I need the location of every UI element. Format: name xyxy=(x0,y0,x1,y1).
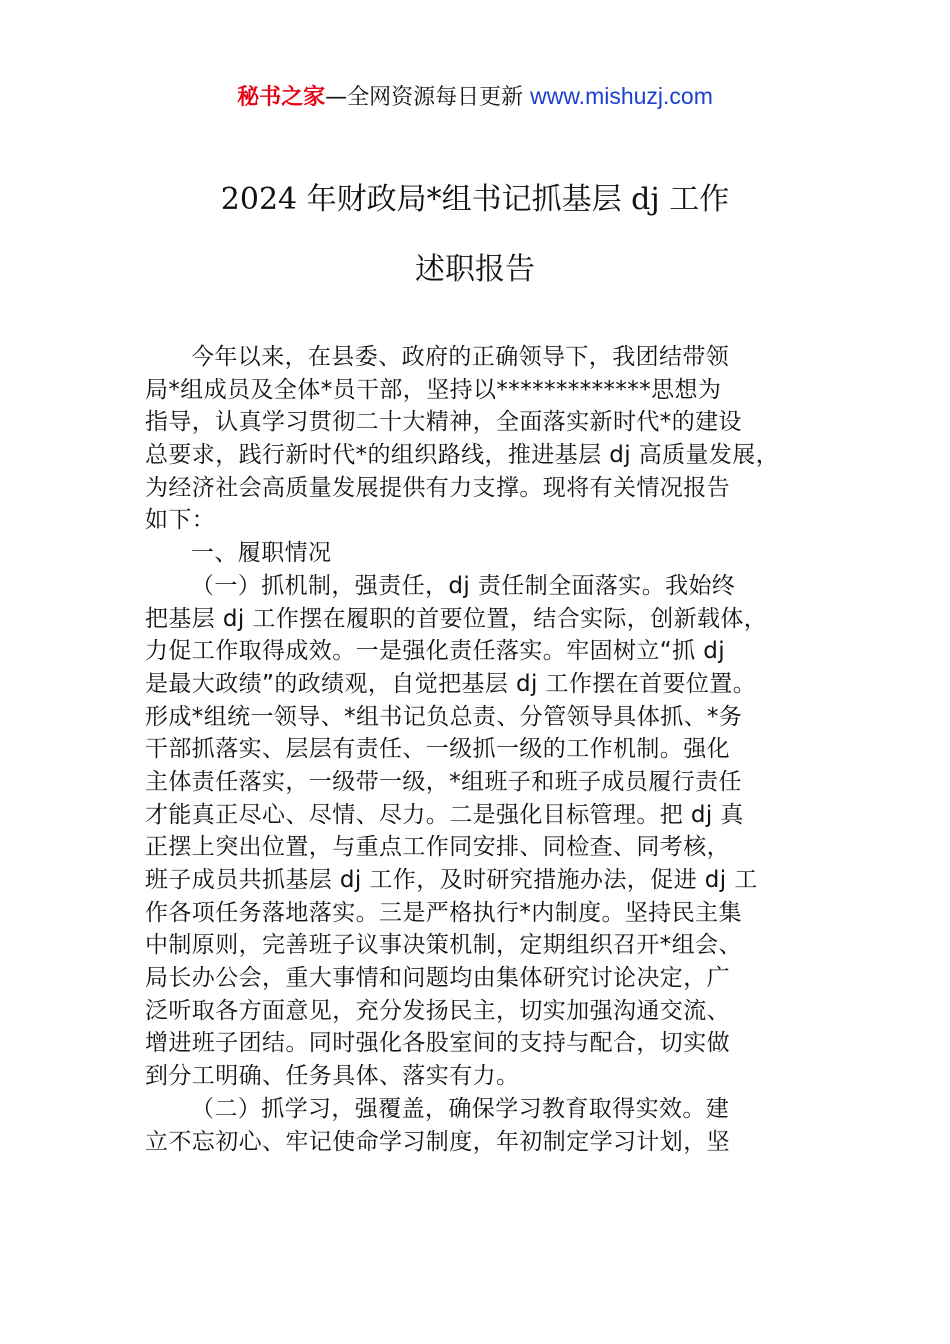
site-url-link[interactable]: www.mishuzj.com xyxy=(530,83,713,109)
body-line: 正摆上突出位置，与重点工作同安排、同检查、同考核， xyxy=(145,834,730,861)
body-line: 干部抓落实、层层有责任、一级抓一级的工作机制。强化 xyxy=(145,736,730,763)
body-line: 力促工作取得成效。一是强化责任落实。牢固树立“抓 dj xyxy=(145,638,726,665)
body-line: 局*组成员及全体*员干部，坚持以*************思想为 xyxy=(145,376,722,403)
body-line: 增进班子团结。同时强化各股室间的支持与配合，切实做 xyxy=(145,1030,730,1057)
body-line: 总要求，践行新时代*的组织路线，推进基层 dj 高质量发展， xyxy=(145,442,780,469)
body-line: 中制原则，完善班子议事决策机制，定期组织召开*组会、 xyxy=(145,932,742,959)
body-line: 作各项任务落地落实。三是严格执行*内制度。坚持民主集 xyxy=(145,899,742,926)
document-body xyxy=(145,341,815,1158)
body-line: 为经济社会高质量发展提供有力支撑。现将有关情况报告 xyxy=(145,474,730,501)
site-brand: 秘书之家 xyxy=(237,85,326,110)
site-banner xyxy=(0,80,950,114)
body-line: （一）抓机制，强责任，dj 责任制全面落实。我始终 xyxy=(191,572,736,599)
body-line: 今年以来，在县委、政府的正确领导下，我团结带领 xyxy=(191,344,730,370)
site-tagline: —全网资源每日更新 xyxy=(325,85,524,110)
body-line: 形成*组统一领导、*组书记负总责、分管领导具体抓、*务 xyxy=(145,703,743,730)
body-line: 才能真正尽心、尽情、尽力。二是强化目标管理。把 dj 真 xyxy=(145,801,744,828)
document-title-line-2: 述职报告 xyxy=(415,252,535,287)
body-line: 立不忘初心、牢记使命学习制度，年初制定学习计划，坚 xyxy=(145,1128,730,1155)
body-line: 泛听取各方面意见，充分发扬民主，切实加强沟通交流、 xyxy=(145,997,730,1024)
body-line: 如下： xyxy=(145,507,216,534)
body-line: 把基层 dj 工作摆在履职的首要位置，结合实际，创新载体， xyxy=(145,605,768,632)
document-title-line-1: 2024 年财政局*组书记抓基层 dj 工作 xyxy=(220,182,730,217)
body-line: （二）抓学习，强覆盖，确保学习教育取得实效。建 xyxy=(191,1095,730,1122)
body-line: 指导，认真学习贯彻二十大精神，全面落实新时代*的建设 xyxy=(145,409,742,436)
body-line: 到分工明确、任务具体、落实有力。 xyxy=(145,1063,520,1090)
body-line: 局长办公会，重大事情和问题均由集体研究讨论决定，广 xyxy=(145,965,730,992)
section-heading: 一、履职情况 xyxy=(191,540,332,567)
body-line: 是最大政绩”的政绩观，自觉把基层 dj 工作摆在首要位置。 xyxy=(145,670,757,697)
body-line: 主体责任落实，一级带一级，*组班子和班子成员履行责任 xyxy=(145,768,742,795)
body-line: 班子成员共抓基层 dj 工作，及时研究措施办法，促进 dj 工 xyxy=(145,867,758,893)
